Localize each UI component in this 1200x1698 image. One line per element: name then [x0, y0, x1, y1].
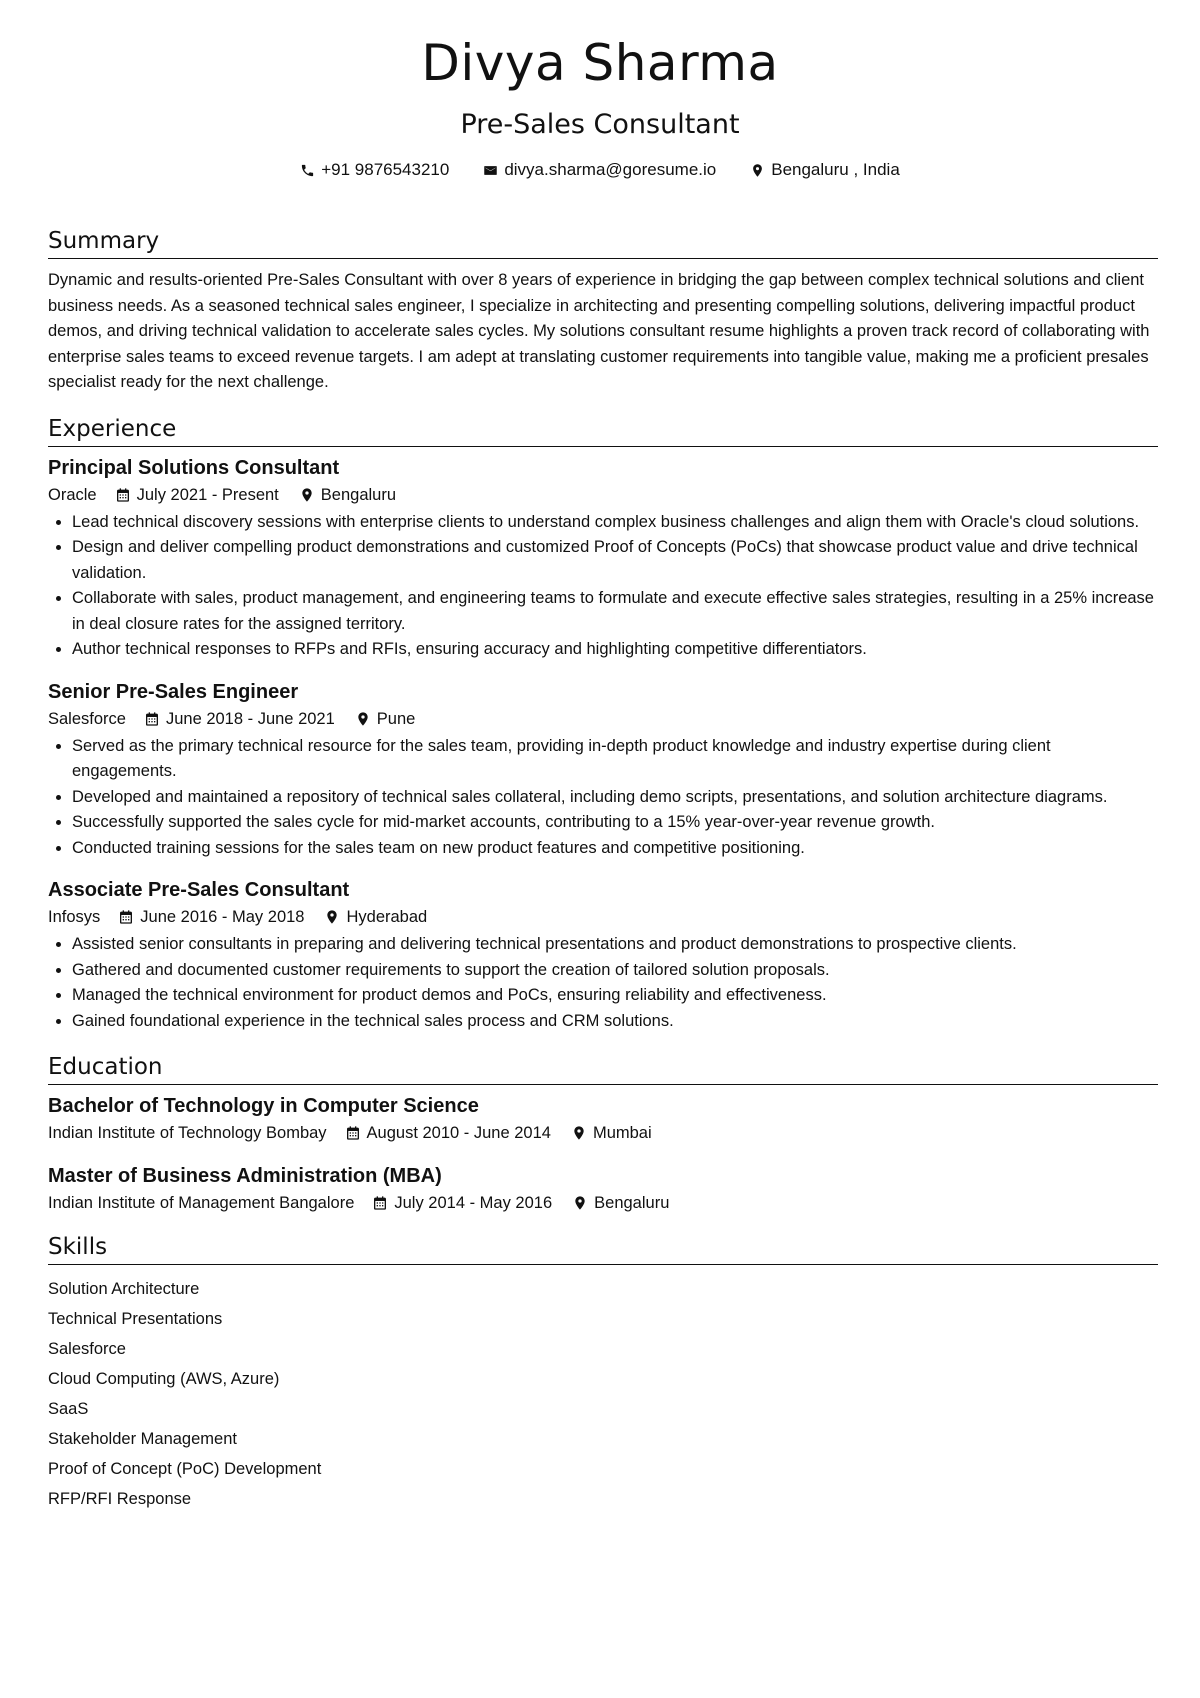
company-name: Infosys [48, 908, 101, 926]
list-item: • Successfully supported the sales cycle for mid-market accounts, contributing to a 15% year-over-year revenue growth. [72, 810, 1158, 836]
school-name: Indian Institute of Management Bangalore [48, 1194, 355, 1212]
list-item: • Gathered and documented customer requirements to support the creation of tailored solution proposals. [72, 958, 1158, 984]
location-pin-icon [299, 487, 321, 503]
education-location: Bengaluru [594, 1194, 670, 1212]
skill-item: Stakeholder Management [48, 1430, 237, 1448]
location-pin-icon [324, 909, 346, 925]
phone-text: +91 9876543210 [321, 160, 450, 179]
phone-icon [300, 163, 315, 178]
calendar-icon [372, 1195, 394, 1211]
mail-icon [483, 163, 498, 178]
list-item: • Lead technical discovery sessions with enterprise clients to understand complex business challenges and align them with Oracle's cloud solutions. [72, 510, 1158, 536]
calendar-icon [144, 711, 166, 727]
summary-heading: Summary [48, 230, 1158, 259]
summary-section [48, 230, 1158, 396]
skill-item: Proof of Concept (PoC) Development [48, 1460, 322, 1478]
job-meta [48, 484, 1158, 506]
skills-section [48, 1236, 1158, 1514]
job-dates: June 2018 - June 2021 [165, 709, 335, 728]
location-pin-icon [355, 711, 377, 727]
skill-item: Technical Presentations [48, 1310, 223, 1328]
job-location: Hyderabad [346, 908, 428, 926]
list-item: • Design and deliver compelling product demonstrations and customized Proof of Concepts (PoCs) that showcase product value and drive technical validation. [72, 535, 1158, 586]
degree-title: Master of Business Administration (MBA) [48, 1165, 442, 1187]
location-pin-icon [572, 1195, 594, 1211]
candidate-title: Pre-Sales Consultant [460, 109, 740, 140]
skill-item: Solution Architecture [48, 1280, 200, 1298]
job-title: Principal Solutions Consultant [48, 456, 340, 479]
job-meta [48, 906, 1158, 928]
job-entry [48, 878, 1158, 1034]
skills-list [48, 1274, 1158, 1514]
education-section [48, 1056, 1158, 1214]
education-heading: Education [48, 1056, 1158, 1085]
summary-text: Dynamic and results-oriented Pre-Sales Consultant with over 8 years of experience in bridging the gap between complex technical solutions and client business needs. As a seasoned technical sales engineer, I specialize in architecting and presenting compelling solutions, delivering impactful product demos, and driving technical validation to accelerate sales cycles. My solutions consultant resume highlights a proven track record of collaborating with enterprise sales teams to exceed revenue targets. I am adept at translating customer requirements into tangible value, making me a proficient presales specialist ready for the next challenge. [48, 271, 1150, 391]
calendar-icon [118, 909, 140, 925]
contact-bar [0, 160, 1200, 180]
education-dates: July 2014 - May 2016 [394, 1194, 553, 1212]
experience-heading: Experience [48, 418, 1158, 447]
list-item: • Collaborate with sales, product management, and engineering teams to formulate and execute effective sales strategies, resulting in a 25% increase in deal closure rates for the assigned territory. [72, 586, 1158, 637]
job-entry [48, 456, 1158, 663]
candidate-name: Divya Sharma [421, 34, 779, 92]
education-entry [48, 1164, 1158, 1214]
location-pin-icon [571, 1125, 593, 1141]
list-item: • Managed the technical environment for product demos and PoCs, ensuring reliability and effectiveness. [72, 983, 1158, 1009]
experience-section [48, 415, 1158, 1035]
job-meta [48, 708, 1158, 730]
list-item: • Developed and maintained a repository of technical sales collateral, including demo scripts, presentations, and solution architecture diagrams. [72, 785, 1158, 811]
contact-location [750, 160, 900, 180]
job-entry [48, 680, 1158, 862]
education-meta [48, 1192, 1158, 1214]
job-dates: July 2021 - Present [136, 485, 279, 504]
job-title: Senior Pre-Sales Engineer [48, 680, 299, 703]
job-bullets [48, 510, 1158, 663]
education-location: Mumbai [592, 1124, 652, 1142]
school-name: Indian Institute of Technology Bombay [48, 1124, 327, 1142]
company-name: Salesforce [48, 709, 126, 728]
calendar-icon [345, 1125, 367, 1141]
skill-item: SaaS [48, 1400, 89, 1418]
location-pin-icon [750, 163, 765, 178]
list-item: • Gained foundational experience in the technical sales process and CRM solutions. [72, 1009, 1158, 1035]
job-location: Bengaluru [320, 485, 397, 504]
calendar-icon [115, 487, 137, 503]
skill-item: Cloud Computing (AWS, Azure) [48, 1370, 280, 1388]
location-text: Bengaluru , India [771, 160, 900, 179]
list-item: • Served as the primary technical resource for the sales team, providing in-depth product knowledge and industry expertise during client engagements. [72, 734, 1158, 785]
education-entry [48, 1094, 1158, 1144]
list-item: • Author technical responses to RFPs and RFIs, ensuring accuracy and highlighting competitive differentiators. [72, 637, 1158, 663]
job-bullets [48, 932, 1158, 1034]
email-text: divya.sharma@goresume.io [504, 160, 717, 179]
resume-content [48, 230, 1158, 1536]
degree-title: Bachelor of Technology in Computer Science [48, 1095, 479, 1117]
skills-heading: Skills [48, 1236, 1158, 1265]
contact-email[interactable] [483, 160, 716, 180]
company-name: Oracle [48, 485, 97, 504]
job-dates: June 2016 - May 2018 [140, 908, 305, 926]
job-title: Associate Pre-Sales Consultant [48, 879, 350, 901]
skill-item: Salesforce [48, 1340, 126, 1358]
job-location: Pune [376, 709, 416, 728]
contact-phone[interactable] [300, 160, 449, 180]
education-meta [48, 1122, 1158, 1144]
education-dates: August 2010 - June 2014 [366, 1124, 551, 1142]
list-item: • Assisted senior consultants in preparing and delivering technical presentations and product demonstrations to prospective clients. [72, 932, 1158, 958]
list-item: • Conducted training sessions for the sales team on new product features and competitive positioning. [72, 836, 1158, 862]
job-bullets [48, 734, 1158, 862]
skill-item: RFP/RFI Response [48, 1490, 192, 1508]
